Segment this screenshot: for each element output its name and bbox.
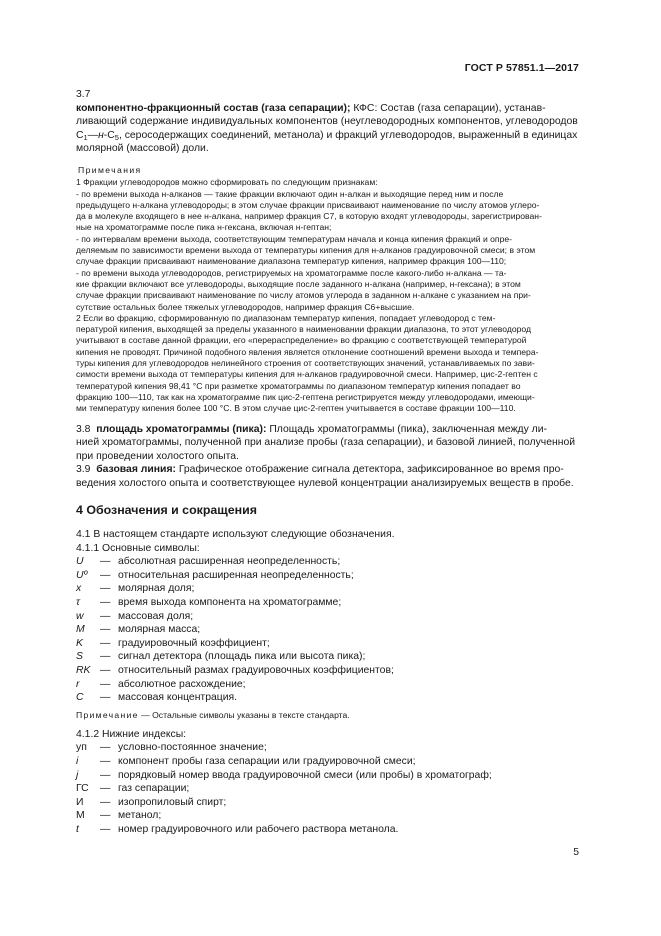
term-3-7-abbr: КФС: Состав (газа сепарации), устанав- (350, 102, 546, 114)
note-line: температурой кипения 98,41 °C при разметке хроматограммы по диапазоном температур кипения попадает во (76, 380, 521, 391)
note-line: да в молекуле входящего в нее н-алкана, например фракция C7, в которую входят углеводороды, зарегистрирован- (76, 211, 542, 222)
note-line: учитывают в составе данной фракции, его «перераспределение» во фракцию с соответствующей температурой (76, 335, 527, 346)
list-item: S — сигнал детектора (площадь пика или высота пика); (76, 651, 366, 663)
note-line: симости времени выхода от температуры кипения для н-алканов градуировочной смеси. Например, цис-2-гептен с (76, 369, 538, 380)
note-line: предыдущего н-алкана углеводороды; в этом случае фракции присваивают наименование по числу атомов углеро- (76, 199, 540, 210)
range-dash: — (87, 129, 99, 141)
note-line: сутствие остальных более тяжелых углеводородов, например фракция C6+высшие. (76, 301, 415, 312)
note-line: случае фракции присваивают наименование по числу атомов углерода в заданном н-алкане с указанием на при- (76, 290, 531, 301)
term-3-9-term: базовая линия: (96, 464, 176, 476)
note-line: фракцию 100—110, так как на хроматограмме пик цис-2-гептена регистрируется между углеводородами, имеющи- (76, 391, 535, 402)
section-4-title: 4 Обозначения и сокращения (76, 503, 257, 518)
c-symbol: C (76, 129, 84, 141)
list-item: τ — время выхода компонента на хроматограмме; (76, 597, 342, 609)
list-item: C — массовая концентрация. (76, 692, 238, 704)
c-symbol-2: -C (103, 129, 115, 141)
term-3-9-line2: ведения холостого опыта и соответствующее нулевой концентрации анализируемых веществ в пробе. (76, 477, 574, 489)
note-label: Примечание (76, 709, 139, 720)
term-3-7-line2: ливающий содержание индивидуальных компонентов (неуглеводородных компонентов, углеводородов (76, 116, 578, 128)
list-item: RK — относительный размах градуировочных коэффициентов; (76, 665, 394, 676)
term-3-9-number: 3.9 (76, 464, 91, 476)
n-prefix: н (98, 129, 104, 141)
note-line: ные на хроматограмме после пика н-гексана, включая н-гептан; (76, 222, 332, 233)
notes-3-7 (76, 165, 582, 415)
c-sub-1: 1 (83, 132, 88, 142)
list-item: И — изопропиловый спирт; (76, 796, 227, 808)
term-3-7-line1 (76, 102, 582, 116)
list-item: M — молярная масса; (76, 624, 201, 636)
list-item: t — номер градуировочного или рабочего раствора метанола. (76, 823, 399, 835)
list-item: ГС — газ сепарации; (76, 783, 190, 795)
list-item: x — молярная доля; (76, 583, 195, 595)
list-item: М — метанол; (76, 810, 162, 822)
term-3-7-line4: молярной (массовой) доли. (76, 143, 209, 155)
list-item: j — порядковый номер ввода градуировочной смеси (или пробы) в хроматограф; (76, 769, 492, 781)
term-3-7-line3-rest: , серосодержащих соединений, метанола) и фракций углеводородов, выраженный в единицах (118, 129, 578, 141)
list-item: U — абсолютная расширенная неопределенность; (76, 556, 341, 568)
term-3-8-term: площадь хроматограммы (пика): (96, 423, 267, 435)
term-3-8-def: Площадь хроматограммы (пика), заключенная между ли- (266, 423, 547, 435)
note-line: кие фракции включают все углеводороды, выходящие после заданного н-алкана (например, н-гексана); в этом (76, 278, 521, 289)
term-3-9-def: Графическое отображение сигнала детектора, зафиксированное во время про- (175, 464, 564, 476)
list-item: r — абсолютное расхождение; (76, 678, 246, 690)
note-line: деляемым по зависимости времени выхода от температуры кипения для н-алканов градуировочной смеси; в этом (76, 245, 536, 256)
term-3-8-line2: нией хроматограммы, полученной при анализе пробы (газа сепарации), и базовой линией, полученной (76, 437, 576, 449)
page-number: 5 (573, 847, 579, 858)
para-4-1-1: 4.1.1 Основные символы: (76, 542, 200, 554)
term-3-8-number: 3.8 (76, 423, 91, 435)
note-line: случае фракции присваивают наименование диапазона температур кипения, например фракция 100—110; (76, 256, 507, 267)
term-3-8-line3: при проведении холостого опыта. (76, 450, 239, 462)
standard-code: ГОСТ Р 57851.1—2017 (464, 62, 579, 74)
symbols-note (76, 709, 582, 721)
note-line: туры кипения для углеводородов нелинейного строения от соответствующих значений, устанавливаемых по зави- (76, 358, 535, 369)
document-body (76, 88, 582, 837)
list-item: w — массовая доля; (76, 610, 194, 622)
note-line: - по времени выхода углеводородов, регистрируемых на хроматограмме после какого-либо н-алкана — та- (76, 267, 507, 278)
note-line: 1 Фракции углеводородов можно сформировать по следующим признакам: (76, 177, 378, 188)
note-line: - по времени выхода н-алканов — такие фракции включают один н-алкан и выходящие перед ним и после (76, 188, 504, 199)
term-3-7-line3 (76, 129, 582, 143)
notes-title: Примечания (78, 164, 142, 175)
para-4-1-2: 4.1.2 Нижние индексы: (76, 728, 187, 740)
note-line: 2 Если во фракцию, сформированную по диапазонам температур кипения, попадает углеводород с тем- (76, 312, 496, 323)
term-3-9-line1 (76, 463, 582, 477)
symbols-list (76, 555, 582, 705)
para-4-1: 4.1 В настоящем стандарте используют следующие обозначения. (76, 529, 395, 541)
list-item: Uº — относительная расширенная неопределенность; (76, 569, 354, 581)
term-3-8-line1 (76, 423, 582, 437)
c-sub-5: 5 (114, 132, 119, 142)
note-line: ми температуру кипения более 100 °C. В этом случае цис-2-гептен учитывается в составе фракции 100—110. (76, 403, 516, 414)
note-line: кипения не проводят. Причиной подобного явления является отклонение соотношений времени выхода и темпера- (76, 346, 539, 357)
note-line: - по интервалам времени выхода, соответствующим температурам начала и конца кипения фракций и опре- (76, 233, 512, 244)
list-item: i — компонент пробы газа сепарации или градуировочной смеси; (76, 755, 416, 767)
list-item: уп — условно-постоянное значение; (76, 742, 267, 754)
note-text: — Остальные символы указаны в тексте стандарта. (138, 709, 350, 720)
term-3-7-number: 3.7 (76, 89, 91, 100)
note-line: пературой кипения, выходящей за пределы указанного в наименовании фракции диапазона, то этот углеводород (76, 324, 532, 335)
indices-list (76, 741, 582, 836)
term-3-7-term: компонентно-фракционный состав (газа сепарации); (76, 102, 351, 114)
list-item: K — градуировочный коэффициент; (76, 637, 270, 649)
